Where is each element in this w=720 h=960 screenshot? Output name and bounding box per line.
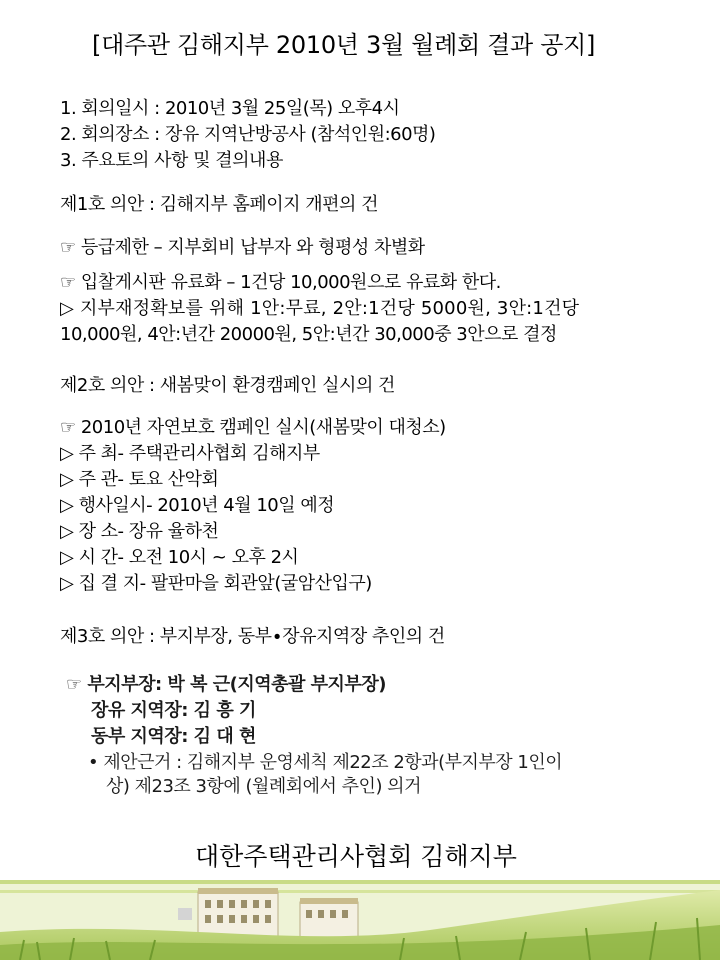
meeting-topics: 3. 주요토의 사항 및 결의내용 [60,150,283,171]
page-title: [대주관 김해지부 2010년 3월 월례회 결과 공지] [92,31,596,59]
agenda3-heading: 제3호 의안 : 부지부장, 동부∙장유지역장 추인의 건 [60,626,445,647]
agenda1-item-grade: ☞ 등급제한 – 지부회비 납부자 와 형평성 차별화 [60,237,425,258]
agenda1-item-bid-board: ☞ 입찰게시판 유료화 – 1건당 10,000원으로 유료화 한다. [60,272,501,293]
agenda1-detail-line1: ▷ 지부재정확보를 위해 1안:무료, 2안:1건당 5000원, 3안:1건당 [60,298,580,319]
agenda3-jangyu-leader: 장유 지역장: 김 흥 기 [91,700,256,721]
meeting-place: 2. 회의장소 : 장유 지역난방공사 (참석인원:60명) [60,124,436,145]
agenda2-meeting-point: ▷ 집 결 지- 팔판마을 회관앞(굴암산입구) [60,573,372,594]
grass-buildings-illustration [0,870,720,960]
small-house [178,908,192,920]
agenda1-detail-line2: 10,000원, 4안:년간 20000원, 5안:년간 30,000중 3안으로 결정 [60,324,557,345]
agenda2-date: ▷ 행사일시- 2010년 4월 10일 예정 [60,495,335,516]
agenda3-vice-chief: ☞ 부지부장: 박 복 근(지역총괄 부지부장) [66,674,386,695]
agenda2-heading: 제2호 의안 : 새봄맞이 환경캠페인 실시의 건 [60,375,395,396]
agenda2-host: ▷ 주 최- 주택관리사협회 김해지부 [60,443,320,464]
agenda3-dongbu-leader: 동부 지역장: 김 대 현 [91,726,256,747]
agenda3-basis-line1: • 제안근거 : 김해지부 운영세칙 제22조 2항과(부지부장 1인이 [88,752,563,773]
building-right [300,898,358,942]
association-name: 대한주택관리사협회 김해지부 [195,842,517,871]
meeting-date: 1. 회의일시 : 2010년 3월 25일(목) 오후4시 [60,98,400,119]
agenda3-basis-line2: 상) 제23조 3항에 (월례회에서 추인) 의거 [106,776,421,797]
agenda1-heading: 제1호 의안 : 김해지부 홈페이지 개편의 건 [60,194,379,215]
agenda2-intro: ☞ 2010년 자연보호 캠페인 실시(새봄맞이 대청소) [60,417,446,438]
agenda2-time: ▷ 시 간- 오전 10시 ~ 오후 2시 [60,547,299,568]
agenda2-location: ▷ 장 소- 장유 율하천 [60,521,219,542]
agenda2-organizer: ▷ 주 관- 토요 산악회 [60,469,219,490]
